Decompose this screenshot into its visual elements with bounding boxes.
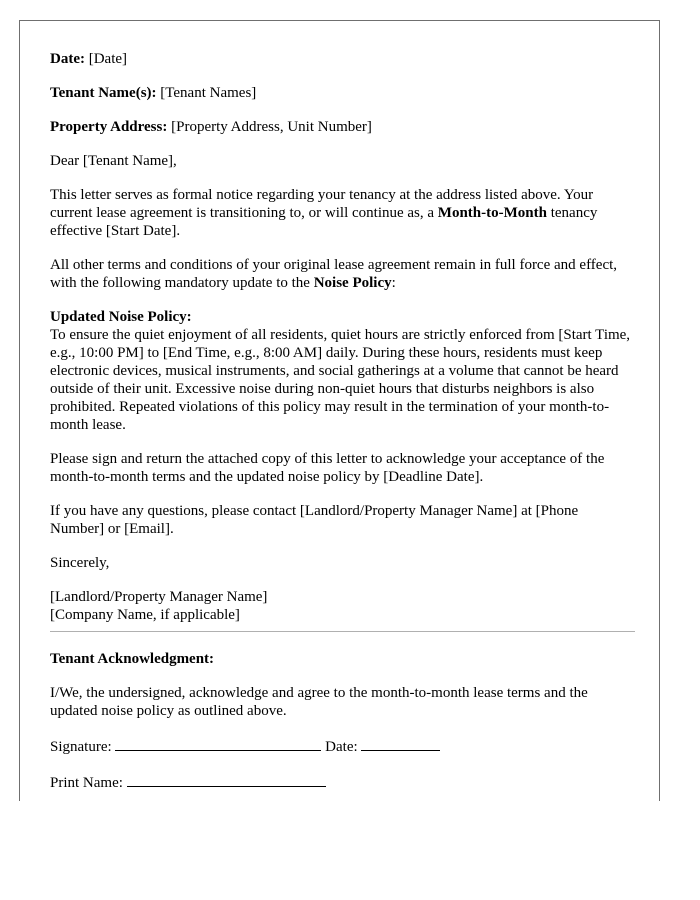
intro-text-after: tenancy effective [Start Date]. [50,205,598,239]
ack-date-label: Date: [325,739,358,755]
acknowledgment-heading: Tenant Acknowledgment: [50,651,215,667]
landlord-name: [Landlord/Property Manager Name] [50,589,268,605]
contact-paragraph: If you have any questions, please contact [Landlord/Property Manager Name] at [Phone Number] or [Email]. [50,503,579,537]
date-line [50,50,635,68]
letter-page [19,20,660,801]
date-signature-line[interactable] [361,736,440,751]
intro-text-before: This letter serves as formal notice regarding your tenancy at the address listed above. Your current lease agreement is transitioning to, or will continue as, a [50,187,594,221]
noise-policy-body: To ensure the quiet enjoyment of all residents, quiet hours are strictly enforced from [Start Time, e.g., 10:00 PM] to [End Time, e.g., 8:00 AM] daily. During these hours, residents must keep electronic devices, musical instruments, and social gatherings at a volume that cannot be heard outside of their unit. Excessive noise during non-quiet hours that disturbs neighbors is also prohibited. Repeated violations of this policy may result in the termination of your month-to-month lease. [50,327,631,433]
date-label: Date: [50,51,85,67]
salutation: Dear [Tenant Name], [50,153,177,169]
property-address-line [50,118,635,136]
signature-label: Signature: [50,739,112,755]
terms-text-before: All other terms and conditions of your original lease agreement remain in full force and effect, with the following mandatory update to the [50,257,618,291]
section-divider [50,631,635,632]
property-address-value: [Property Address, Unit Number] [171,119,372,135]
tenant-names-value: [Tenant Names] [160,85,257,101]
letter-content [50,50,635,792]
tenant-names-line [50,84,635,102]
intro-emphasis: Month-to-Month [437,205,547,221]
signature-row [50,736,635,756]
print-name-line[interactable] [127,772,326,787]
tenant-names-label: Tenant Name(s): [50,85,157,101]
intro-paragraph [50,186,635,240]
terms-text-after: : [391,275,396,291]
print-name-label: Print Name: [50,775,123,791]
noise-policy-heading: Updated Noise Policy: [50,309,192,325]
signature-block [50,588,635,624]
date-value: [Date] [88,51,128,67]
print-name-row [50,772,635,792]
company-name: [Company Name, if applicable] [50,607,240,623]
property-address-label: Property Address: [50,119,168,135]
terms-paragraph [50,256,635,292]
closing: Sincerely, [50,555,110,571]
acknowledgment-statement: I/We, the undersigned, acknowledge and agree to the month-to-month lease terms and the updated noise policy as outlined above. [50,685,588,719]
terms-emphasis: Noise Policy [313,275,392,291]
sign-request-paragraph: Please sign and return the attached copy of this letter to acknowledge your acceptance of the month-to-month terms and the updated noise policy by [Deadline Date]. [50,451,605,485]
signature-line[interactable] [115,736,321,751]
